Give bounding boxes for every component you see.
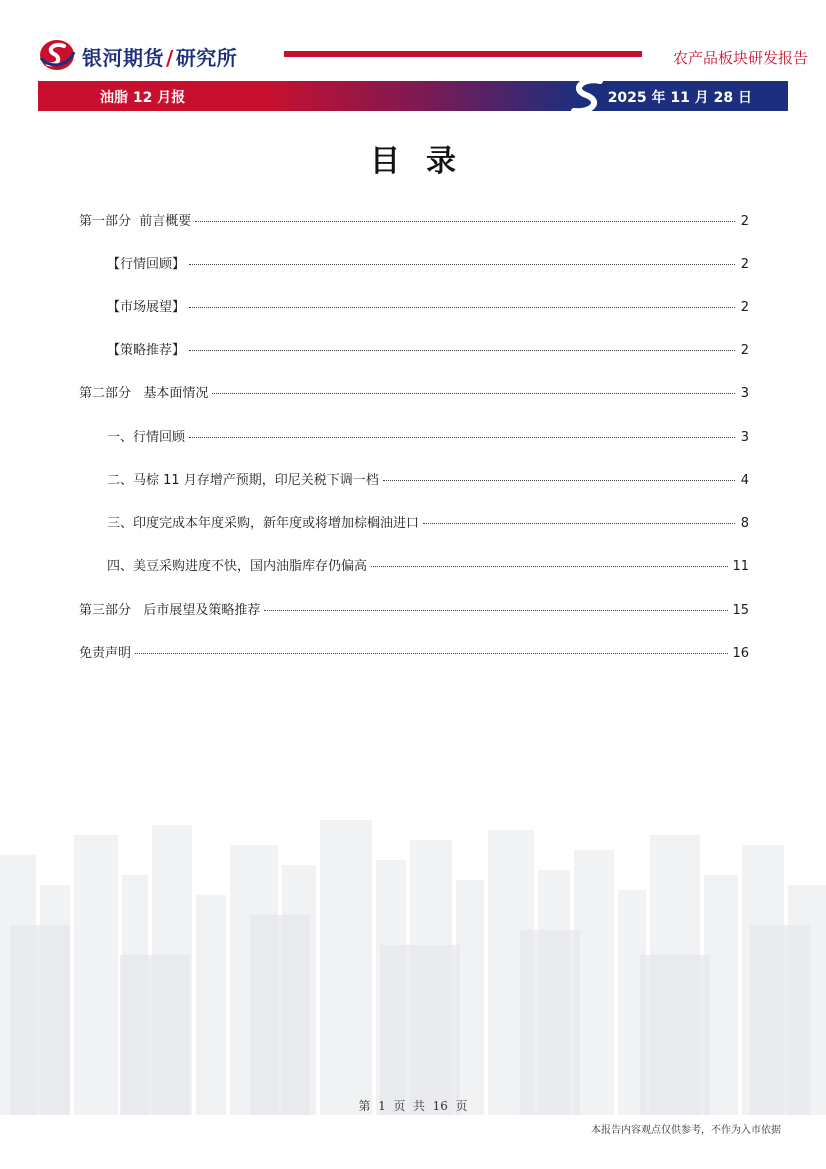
page-number: 第 1 页 共 16 页	[358, 1099, 468, 1113]
skyline-background-icon	[0, 815, 826, 1115]
toc-item[interactable]	[107, 555, 749, 575]
toc-item-page: 2	[740, 257, 749, 272]
toc-item[interactable]	[107, 469, 749, 489]
toc-item[interactable]	[79, 642, 749, 662]
toc-item-label: 免责声明	[79, 646, 132, 661]
toc-title: 目录	[370, 144, 482, 179]
banner-title: 油脂 12 月报	[100, 90, 186, 106]
brand-institute: 研究所	[175, 46, 238, 70]
toc-leader	[371, 566, 728, 567]
toc-item-page: 2	[740, 300, 749, 315]
toc-item-label: 【市场展望】	[107, 300, 186, 315]
footer-disclaimer: 本报告内容观点仅供参考，不作为入市依据	[591, 1125, 781, 1136]
toc-item-label: 第二部分 基本面情况	[79, 386, 209, 401]
toc-item[interactable]	[79, 210, 749, 230]
toc-item-page: 3	[740, 430, 749, 445]
toc-leader	[383, 480, 735, 481]
brand-company: 银河期货	[82, 46, 164, 70]
toc-item-label: 三、印度完成本年度采购，新年度或将增加棕榈油进口	[107, 516, 420, 531]
brand-name	[82, 42, 237, 71]
report-type: 农产品板块研发报告	[672, 49, 808, 67]
brand-slash: /	[166, 46, 174, 70]
toc-leader	[264, 610, 728, 611]
toc-item-page: 3	[740, 386, 749, 401]
toc-item[interactable]	[107, 512, 749, 532]
toc-item[interactable]	[107, 296, 749, 316]
toc-item-page: 8	[740, 516, 749, 531]
toc-item-page: 15	[732, 603, 749, 618]
toc-leader	[189, 350, 735, 351]
toc-item-label: 一、行情回顾	[107, 430, 186, 445]
toc-item-label: 第一部分 前言概要	[79, 214, 192, 229]
toc-leader	[189, 264, 735, 265]
toc-leader	[189, 307, 735, 308]
toc-item-label: 【策略推荐】	[107, 343, 186, 358]
toc-item[interactable]	[107, 339, 749, 359]
header-rule	[284, 51, 642, 57]
toc-leader	[189, 437, 735, 438]
toc-leader	[195, 221, 735, 222]
toc-leader	[135, 653, 728, 654]
toc-item-page: 2	[740, 214, 749, 229]
toc-leader	[423, 523, 735, 524]
toc-item[interactable]	[79, 599, 749, 619]
toc-item-label: 二、马棕 11 月存增产预期，印尼关税下调一档	[107, 473, 379, 488]
toc-item-page: 16	[732, 646, 749, 661]
toc-leader	[212, 393, 735, 394]
toc-item[interactable]	[107, 426, 749, 446]
toc-item[interactable]	[107, 253, 749, 273]
toc-item[interactable]	[79, 382, 749, 402]
header-banner	[38, 81, 788, 111]
toc-item-page: 4	[740, 473, 749, 488]
banner-date: 2025 年 11 月 28 日	[607, 90, 752, 106]
toc-item-page: 11	[732, 559, 749, 574]
galaxy-logo-icon	[38, 38, 76, 72]
toc-item-page: 2	[740, 343, 749, 358]
toc-item-label: 第三部分 后市展望及策略推荐	[79, 603, 261, 618]
toc-item-label: 四、美豆采购进度不快，国内油脂库存仍偏高	[107, 559, 368, 574]
toc-item-label: 【行情回顾】	[107, 257, 186, 272]
